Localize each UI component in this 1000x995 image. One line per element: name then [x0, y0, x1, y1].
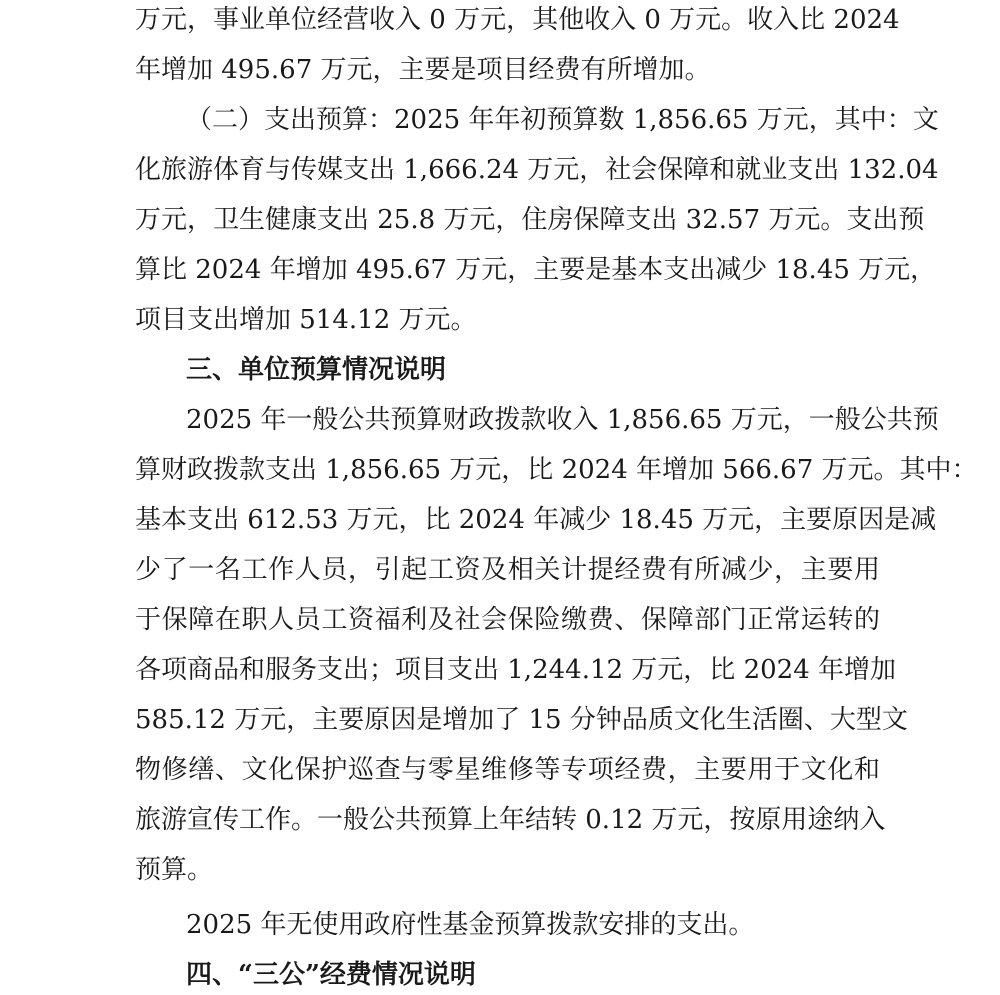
subsection-heading-line: （二）支出预算：2025 年年初预算数 1,856.65 万元，其中：文	[186, 105, 939, 135]
body-text-line: 化旅游体育与传媒支出 1,666.24 万元，社会保障和就业支出 132.04	[135, 155, 939, 185]
body-text-line: 物修缮、文化保护巡查与零星维修等专项经费，主要用于文化和	[135, 755, 880, 785]
body-text-line: 基本支出 612.53 万元，比 2024 年减少 18.45 万元，主要原因是减	[135, 505, 937, 535]
body-text-line: 算比 2024 年增加 495.67 万元，主要是基本支出减少 18.45 万元，	[135, 255, 937, 285]
body-text-line: 各项商品和服务支出；项目支出 1,244.12 万元，比 2024 年增加	[135, 655, 897, 685]
body-text-line: 年增加 495.67 万元，主要是项目经费有所增加。	[135, 55, 711, 85]
body-text-line: 万元，事业单位经营收入 0 万元，其他收入 0 万元。收入比 2024	[135, 5, 900, 35]
body-text-line: 585.12 万元，主要原因是增加了 15 分钟品质文化生活圈、大型文	[135, 705, 908, 735]
body-text-line: 项目支出增加 514.12 万元。	[135, 305, 477, 335]
body-text-line: 少了一名工作人员，引起工资及相关计提经费有所减少，主要用	[135, 555, 880, 585]
body-text-line: 算财政拨款支出 1,856.65 万元，比 2024 年增加 566.67 万元。其中：	[135, 455, 978, 485]
body-text-line: 万元，卫生健康支出 25.8 万元，住房保障支出 32.57 万元。支出预	[135, 205, 925, 235]
body-text-line: 旅游宣传工作。一般公共预算上年结转 0.12 万元，按原用途纳入	[135, 805, 886, 835]
body-text-line: 2025 年无使用政府性基金预算拨款安排的支出。	[186, 910, 755, 940]
body-text-line: 2025 年一般公共预算财政拨款收入 1,856.65 万元，一般公共预	[186, 405, 939, 435]
section-heading: 四、“三公”经费情况说明	[186, 960, 476, 990]
section-heading: 三、单位预算情况说明	[186, 355, 447, 385]
body-text-line: 预算。	[135, 855, 214, 885]
body-text-line: 于保障在职人员工资福利及社会保险缴费、保障部门正常运转的	[135, 605, 880, 635]
